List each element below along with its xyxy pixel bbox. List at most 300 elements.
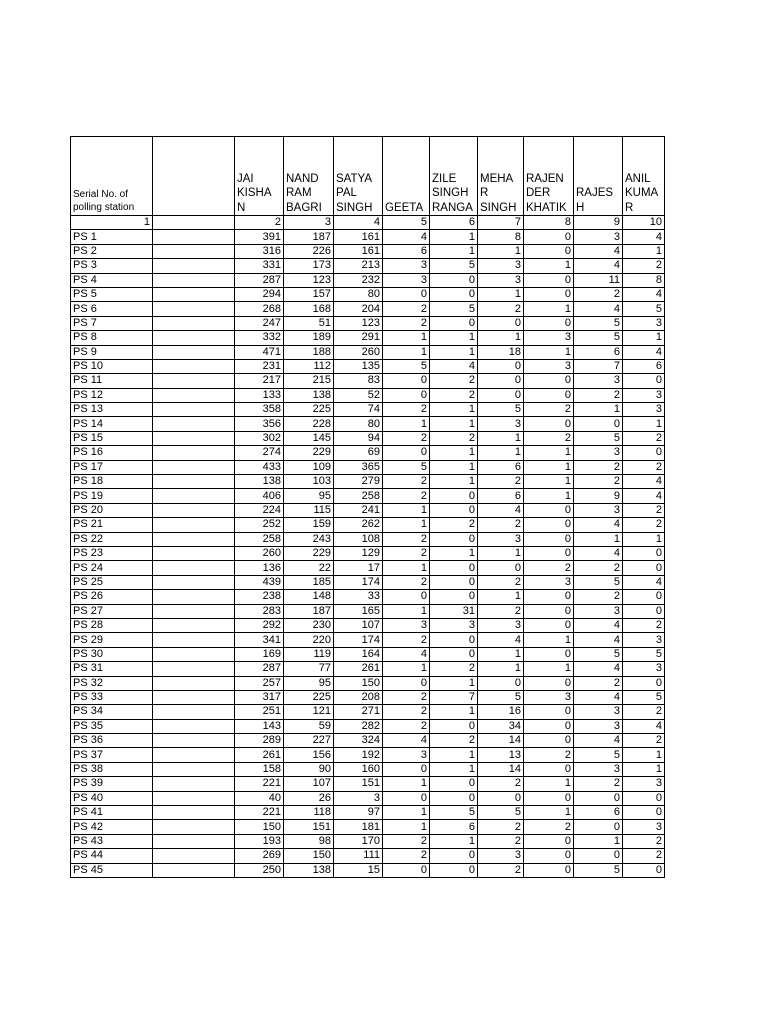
polling-station-label: PS 36 (71, 734, 153, 748)
candidate-header: RAJEN DER KHATIK (524, 137, 574, 216)
vote-count-cell: 215 (284, 374, 334, 388)
vote-count-cell: 5 (574, 863, 623, 877)
vote-count-cell: 187 (284, 604, 334, 618)
vote-count-cell: 0 (524, 676, 574, 690)
vote-count-cell: 165 (334, 604, 383, 618)
blank-cell (153, 431, 235, 445)
vote-count-cell: 4 (383, 647, 430, 661)
vote-count-cell: 2 (574, 388, 623, 402)
blank-cell (153, 604, 235, 618)
vote-count-cell: 7 (574, 359, 623, 373)
vote-count-cell: 2 (478, 475, 524, 489)
blank-cell (153, 690, 235, 704)
vote-count-cell: 3 (574, 503, 623, 517)
vote-count-cell: 31 (430, 604, 478, 618)
vote-count-cell: 94 (334, 431, 383, 445)
vote-count-cell: 3 (623, 820, 665, 834)
vote-count-cell: 17 (334, 561, 383, 575)
vote-count-cell: 5 (430, 302, 478, 316)
vote-count-cell: 1 (430, 230, 478, 244)
vote-count-cell: 3 (478, 618, 524, 632)
vote-count-cell: 3 (478, 532, 524, 546)
vote-count-cell: 1 (623, 331, 665, 345)
blank-cell (153, 748, 235, 762)
candidate-header: NAND RAM BAGRI (284, 137, 334, 216)
table-row (71, 518, 665, 532)
polling-station-label: PS 31 (71, 662, 153, 676)
vote-count-cell: 138 (284, 388, 334, 402)
vote-count-cell: 2 (430, 431, 478, 445)
vote-count-cell: 439 (235, 575, 284, 589)
vote-count-cell: 2 (524, 561, 574, 575)
vote-count-cell: 2 (574, 676, 623, 690)
vote-count-cell: 1 (524, 662, 574, 676)
vote-count-cell: 208 (334, 690, 383, 704)
blank-cell (153, 446, 235, 460)
polling-station-label: PS 42 (71, 820, 153, 834)
vote-count-cell: 188 (284, 345, 334, 359)
vote-count-cell: 0 (430, 863, 478, 877)
vote-count-cell: 1 (430, 546, 478, 560)
vote-count-cell: 174 (334, 633, 383, 647)
blank-cell (153, 546, 235, 560)
vote-count-cell: 0 (623, 791, 665, 805)
vote-count-cell: 95 (284, 489, 334, 503)
blank-cell (153, 302, 235, 316)
vote-count-cell: 3 (524, 575, 574, 589)
vote-count-cell: 2 (574, 287, 623, 301)
vote-count-cell: 1 (430, 748, 478, 762)
vote-count-cell: 2 (383, 633, 430, 647)
vote-count-cell: 231 (235, 359, 284, 373)
vote-count-cell: 3 (574, 374, 623, 388)
table-body (71, 230, 665, 878)
vote-count-cell: 2 (574, 590, 623, 604)
vote-count-cell: 2 (383, 546, 430, 560)
vote-count-cell: 279 (334, 475, 383, 489)
vote-count-cell: 2 (478, 575, 524, 589)
column-index-cell (153, 216, 235, 230)
vote-count-cell: 358 (235, 403, 284, 417)
table-row (71, 546, 665, 560)
vote-count-cell: 4 (574, 546, 623, 560)
vote-count-cell: 1 (383, 345, 430, 359)
vote-count-cell: 2 (383, 705, 430, 719)
vote-count-cell: 1 (574, 403, 623, 417)
vote-count-cell: 0 (574, 820, 623, 834)
vote-count-cell: 4 (574, 518, 623, 532)
vote-count-cell: 331 (235, 259, 284, 273)
vote-count-cell: 241 (334, 503, 383, 517)
vote-count-cell: 80 (334, 417, 383, 431)
polling-station-label: PS 40 (71, 791, 153, 805)
polling-station-label: PS 12 (71, 388, 153, 402)
vote-count-cell: 2 (524, 820, 574, 834)
vote-count-cell: 225 (284, 690, 334, 704)
vote-count-cell: 0 (524, 604, 574, 618)
column-index-row (71, 216, 665, 230)
blank-cell (153, 417, 235, 431)
polling-station-label: PS 5 (71, 287, 153, 301)
vote-count-cell: 3 (478, 849, 524, 863)
vote-count-cell: 3 (383, 748, 430, 762)
vote-count-cell: 118 (284, 806, 334, 820)
vote-count-cell: 161 (334, 244, 383, 258)
vote-count-cell: 5 (574, 647, 623, 661)
column-index-cell: 9 (574, 216, 623, 230)
vote-count-cell: 3 (623, 633, 665, 647)
table-row (71, 561, 665, 575)
vote-count-cell: 3 (383, 259, 430, 273)
vote-count-cell: 3 (383, 273, 430, 287)
vote-count-cell: 3 (623, 316, 665, 330)
vote-count-cell: 34 (478, 719, 524, 733)
table-row (71, 676, 665, 690)
vote-count-cell: 0 (430, 503, 478, 517)
vote-count-cell: 0 (623, 374, 665, 388)
polling-station-label: PS 3 (71, 259, 153, 273)
vote-count-cell: 406 (235, 489, 284, 503)
polling-station-label: PS 39 (71, 777, 153, 791)
vote-count-cell: 228 (284, 417, 334, 431)
column-index-cell: 3 (284, 216, 334, 230)
vote-count-cell: 5 (574, 575, 623, 589)
vote-count-cell: 2 (383, 489, 430, 503)
vote-count-cell: 159 (284, 518, 334, 532)
vote-count-cell: 185 (284, 575, 334, 589)
table-row (71, 388, 665, 402)
polling-station-label: PS 16 (71, 446, 153, 460)
vote-count-cell: 0 (478, 359, 524, 373)
blank-cell (153, 791, 235, 805)
vote-count-cell: 0 (524, 316, 574, 330)
vote-count-cell: 3 (574, 705, 623, 719)
column-index-cell: 2 (235, 216, 284, 230)
vote-count-cell: 3 (383, 618, 430, 632)
vote-count-cell: 174 (334, 575, 383, 589)
vote-count-cell: 1 (430, 244, 478, 258)
vote-count-cell: 1 (383, 662, 430, 676)
polling-station-label: PS 38 (71, 762, 153, 776)
vote-count-cell: 112 (284, 359, 334, 373)
vote-count-cell: 0 (383, 446, 430, 460)
vote-count-cell: 111 (334, 849, 383, 863)
vote-count-cell: 0 (430, 719, 478, 733)
vote-count-cell: 324 (334, 734, 383, 748)
vote-count-cell: 1 (478, 331, 524, 345)
header-row (71, 137, 665, 216)
vote-count-cell: 204 (334, 302, 383, 316)
polling-station-label: PS 22 (71, 532, 153, 546)
vote-count-cell: 164 (334, 647, 383, 661)
vote-count-cell: 0 (430, 532, 478, 546)
vote-count-cell: 1 (623, 417, 665, 431)
vote-count-cell: 150 (334, 676, 383, 690)
vote-count-cell: 4 (383, 734, 430, 748)
polling-station-label: PS 33 (71, 690, 153, 704)
vote-count-cell: 8 (478, 230, 524, 244)
vote-count-cell: 136 (235, 561, 284, 575)
vote-count-cell: 1 (383, 331, 430, 345)
vote-count-cell: 26 (284, 791, 334, 805)
vote-count-cell: 2 (478, 863, 524, 877)
vote-count-cell: 2 (478, 820, 524, 834)
vote-count-cell: 217 (235, 374, 284, 388)
vote-count-cell: 0 (383, 676, 430, 690)
blank-cell (153, 863, 235, 877)
column-index-cell: 7 (478, 216, 524, 230)
vote-count-cell: 2 (623, 431, 665, 445)
vote-count-cell: 2 (383, 431, 430, 445)
table-row (71, 431, 665, 445)
vote-count-cell: 2 (524, 748, 574, 762)
vote-count-cell: 341 (235, 633, 284, 647)
vote-count-cell: 4 (478, 633, 524, 647)
vote-count-cell: 151 (284, 820, 334, 834)
vote-count-cell: 0 (623, 806, 665, 820)
vote-count-cell: 250 (235, 863, 284, 877)
vote-count-cell: 1 (524, 460, 574, 474)
blank-cell (153, 762, 235, 776)
vote-count-cell: 158 (235, 762, 284, 776)
vote-count-cell: 221 (235, 777, 284, 791)
vote-count-cell: 251 (235, 705, 284, 719)
vote-count-cell: 145 (284, 431, 334, 445)
vote-count-cell: 143 (235, 719, 284, 733)
vote-count-cell: 1 (478, 647, 524, 661)
table-row (71, 806, 665, 820)
table-row (71, 590, 665, 604)
vote-count-cell: 3 (623, 403, 665, 417)
vote-count-cell: 3 (478, 417, 524, 431)
vote-count-cell: 0 (430, 777, 478, 791)
polling-station-label: PS 35 (71, 719, 153, 733)
vote-count-cell: 5 (478, 806, 524, 820)
candidate-header: ANIL KUMA R (623, 137, 665, 216)
vote-count-cell: 0 (524, 388, 574, 402)
blank-cell (153, 518, 235, 532)
blank-cell (153, 403, 235, 417)
polling-station-label: PS 24 (71, 561, 153, 575)
vote-count-cell: 7 (430, 690, 478, 704)
table-row (71, 575, 665, 589)
table-row (71, 302, 665, 316)
vote-count-cell: 258 (235, 532, 284, 546)
vote-count-cell: 1 (623, 762, 665, 776)
vote-count-cell: 5 (574, 331, 623, 345)
vote-count-cell: 18 (478, 345, 524, 359)
vote-count-cell: 0 (383, 374, 430, 388)
table-row (71, 647, 665, 661)
polling-station-label: PS 19 (71, 489, 153, 503)
vote-count-cell: 1 (430, 446, 478, 460)
vote-count-cell: 1 (524, 302, 574, 316)
vote-count-cell: 262 (334, 518, 383, 532)
polling-station-label: PS 43 (71, 834, 153, 848)
vote-count-cell: 5 (623, 647, 665, 661)
polling-station-label: PS 6 (71, 302, 153, 316)
blank-cell (153, 575, 235, 589)
vote-count-cell: 3 (478, 259, 524, 273)
vote-count-cell: 2 (623, 460, 665, 474)
table-row (71, 359, 665, 373)
vote-count-cell: 15 (334, 863, 383, 877)
vote-count-cell: 3 (574, 762, 623, 776)
vote-count-cell: 3 (574, 446, 623, 460)
blank-cell (153, 633, 235, 647)
vote-count-cell: 391 (235, 230, 284, 244)
vote-count-cell: 4 (574, 690, 623, 704)
vote-count-cell: 258 (334, 489, 383, 503)
vote-count-cell: 1 (478, 590, 524, 604)
vote-count-cell: 1 (430, 417, 478, 431)
vote-count-cell: 2 (430, 374, 478, 388)
column-index-cell: 6 (430, 216, 478, 230)
vote-count-cell: 119 (284, 647, 334, 661)
vote-count-cell: 1 (430, 705, 478, 719)
table-row (71, 734, 665, 748)
polling-station-label: PS 8 (71, 331, 153, 345)
vote-count-cell: 0 (524, 287, 574, 301)
vote-count-cell: 156 (284, 748, 334, 762)
vote-count-cell: 193 (235, 834, 284, 848)
vote-count-cell: 80 (334, 287, 383, 301)
vote-count-cell: 0 (524, 503, 574, 517)
blank-cell (153, 676, 235, 690)
vote-count-cell: 282 (334, 719, 383, 733)
table-row (71, 475, 665, 489)
vote-count-cell: 294 (235, 287, 284, 301)
vote-count-cell: 0 (478, 388, 524, 402)
vote-count-cell: 1 (383, 604, 430, 618)
vote-count-cell: 283 (235, 604, 284, 618)
vote-count-cell: 108 (334, 532, 383, 546)
candidate-header: JAI KISHA N (235, 137, 284, 216)
vote-count-cell: 1 (524, 259, 574, 273)
vote-count-cell: 90 (284, 762, 334, 776)
blank-header (153, 137, 235, 216)
blank-cell (153, 719, 235, 733)
column-index-cell: 10 (623, 216, 665, 230)
vote-count-cell: 4 (623, 230, 665, 244)
polling-station-label: PS 1 (71, 230, 153, 244)
vote-count-cell: 0 (524, 705, 574, 719)
table-row (71, 403, 665, 417)
vote-count-cell: 33 (334, 590, 383, 604)
table-row (71, 748, 665, 762)
vote-count-cell: 227 (284, 734, 334, 748)
vote-count-cell: 0 (623, 676, 665, 690)
vote-count-cell: 1 (430, 331, 478, 345)
vote-count-cell: 2 (478, 302, 524, 316)
vote-count-cell: 1 (524, 475, 574, 489)
vote-count-cell: 0 (524, 863, 574, 877)
vote-count-cell: 192 (334, 748, 383, 762)
vote-count-cell: 269 (235, 849, 284, 863)
candidate-header: GEETA (383, 137, 430, 216)
table-row (71, 259, 665, 273)
blank-cell (153, 834, 235, 848)
vote-count-cell: 1 (430, 676, 478, 690)
vote-count-cell: 2 (623, 503, 665, 517)
vote-count-cell: 161 (334, 230, 383, 244)
polling-station-label: PS 4 (71, 273, 153, 287)
vote-count-cell: 2 (430, 388, 478, 402)
vote-count-cell: 365 (334, 460, 383, 474)
vote-count-cell: 0 (524, 273, 574, 287)
table-row (71, 719, 665, 733)
vote-count-cell: 0 (524, 834, 574, 848)
blank-cell (153, 460, 235, 474)
vote-count-cell: 5 (383, 460, 430, 474)
vote-count-cell: 11 (574, 273, 623, 287)
polling-station-label: PS 11 (71, 374, 153, 388)
vote-count-cell: 1 (478, 287, 524, 301)
vote-count-cell: 181 (334, 820, 383, 834)
vote-count-cell: 6 (574, 806, 623, 820)
vote-count-cell: 316 (235, 244, 284, 258)
polling-station-label: PS 20 (71, 503, 153, 517)
vote-count-cell: 0 (478, 676, 524, 690)
polling-station-label: PS 32 (71, 676, 153, 690)
vote-count-cell: 22 (284, 561, 334, 575)
column-index-cell: 1 (71, 216, 153, 230)
vote-count-cell: 129 (334, 546, 383, 560)
vote-count-cell: 150 (284, 849, 334, 863)
blank-cell (153, 532, 235, 546)
vote-count-cell: 0 (623, 604, 665, 618)
candidate-header: RAJES H (574, 137, 623, 216)
blank-cell (153, 331, 235, 345)
vote-count-cell: 0 (574, 417, 623, 431)
vote-count-cell: 274 (235, 446, 284, 460)
vote-count-cell: 5 (574, 316, 623, 330)
blank-cell (153, 230, 235, 244)
vote-count-cell: 138 (235, 475, 284, 489)
vote-count-cell: 115 (284, 503, 334, 517)
vote-count-cell: 260 (235, 546, 284, 560)
table-row (71, 230, 665, 244)
vote-count-cell: 77 (284, 662, 334, 676)
vote-count-cell: 1 (383, 777, 430, 791)
vote-count-cell: 271 (334, 705, 383, 719)
vote-count-cell: 5 (574, 431, 623, 445)
vote-count-cell: 0 (430, 316, 478, 330)
table-row (71, 374, 665, 388)
vote-count-cell: 2 (383, 316, 430, 330)
vote-count-cell: 160 (334, 762, 383, 776)
vote-count-cell: 2 (574, 460, 623, 474)
blank-cell (153, 475, 235, 489)
vote-count-cell: 261 (334, 662, 383, 676)
vote-count-cell: 107 (334, 618, 383, 632)
vote-count-cell: 317 (235, 690, 284, 704)
vote-count-cell: 220 (284, 633, 334, 647)
vote-count-cell: 4 (623, 489, 665, 503)
vote-count-cell: 302 (235, 431, 284, 445)
vote-count-cell: 0 (524, 618, 574, 632)
candidate-header: ZILE SINGH RANGA (430, 137, 478, 216)
vote-count-cell: 109 (284, 460, 334, 474)
vote-count-cell: 0 (623, 863, 665, 877)
polling-station-label: PS 2 (71, 244, 153, 258)
vote-count-cell: 0 (478, 561, 524, 575)
polling-station-label: PS 21 (71, 518, 153, 532)
vote-count-cell: 1 (524, 777, 574, 791)
table-row (71, 417, 665, 431)
vote-count-cell: 2 (383, 403, 430, 417)
candidate-header: MEHA R SINGH (478, 137, 524, 216)
